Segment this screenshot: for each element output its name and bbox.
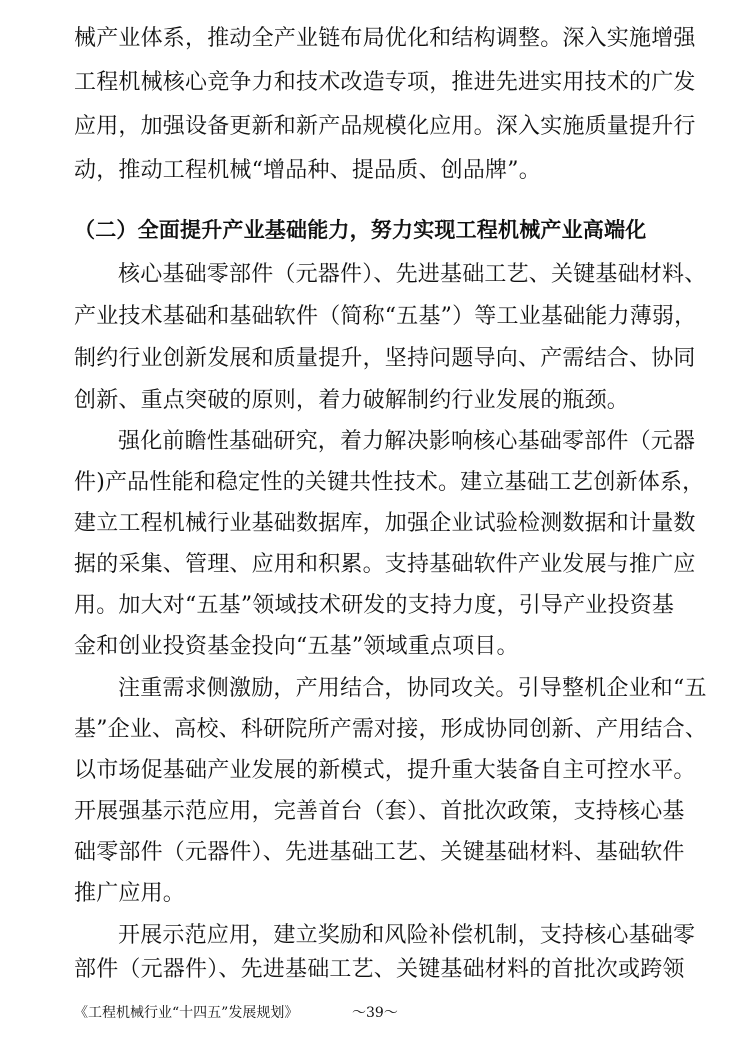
footer-page-number: ～39～ [352,1005,398,1021]
paragraph-line: 动，推动工程机械“增品种、提品质、创品牌”。 [74,158,541,183]
paragraph-line: 件)产品性能和稳定性的关键共性技术。建立基础工艺创新体系， [74,470,705,495]
paragraph-line: 金和创业投资基金投向“五基”领域重点项目。 [74,634,519,659]
paragraph-line: 部件（元器件）、先进基础工艺、关键基础材料的首批次或跨领 [74,957,685,982]
paragraph-line: 强化前瞻性基础研究，着力解决影响核心基础零部件（元器 [118,429,696,454]
paragraph-line: 用。加大对“五基”领域技术研发的支持力度，引导产业投资基 [74,593,675,618]
paragraph-line: 创新、重点突破的原则，着力破解制约行业发展的瓶颈。 [74,388,630,413]
paragraph-line: 产业技术基础和基础软件（简称“五基”）等工业基础能力薄弱， [74,304,697,329]
paragraph-line: 核心基础零部件（元器件）、先进基础工艺、关键基础材料、 [118,262,707,287]
footer-document-title: 《工程机械行业“十四五”发展规划》 [74,1005,299,1021]
paragraph-line: 开展强基示范应用，完善首台（套）、首批次政策，支持核心基 [74,799,685,824]
paragraph-line: 据的采集、管理、应用和积累。支持基础软件产业发展与推广应 [74,552,696,577]
paragraph-line: 以市场促基础产业发展的新模式，提升重大装备自主可控水平。 [74,758,696,783]
paragraph-line: 应用，加强设备更新和新产品规模化应用。深入实施质量提升行 [74,114,696,139]
section-heading: （二）全面提升产业基础能力，努力实现工程机械产业高端化 [74,218,647,242]
paragraph-line: 制约行业创新发展和质量提升，坚持问题导向、产需结合、协同 [74,346,696,371]
paragraph-line: 注重需求侧激励，产用结合，协同攻关。引导整机企业和“五 [118,676,707,701]
paragraph-line: 础零部件（元器件）、先进基础工艺、关键基础材料、基础软件 [74,840,685,865]
paragraph-line: 推广应用。 [74,881,186,906]
paragraph-line: 建立工程机械行业基础数据库，加强企业试验检测数据和计量数 [74,511,696,536]
paragraph-line: 基”企业、高校、科研院所产需对接，形成协同创新、产用结合、 [74,717,708,742]
paragraph-line: 工程机械核心竞争力和技术改造专项，推进先进实用技术的广发 [74,70,696,95]
paragraph-line: 械产业体系，推动全产业链布局优化和结构调整。深入实施增强 [74,26,696,51]
paragraph-line: 开展示范应用，建立奖励和风险补偿机制，支持核心基础零 [118,923,696,948]
